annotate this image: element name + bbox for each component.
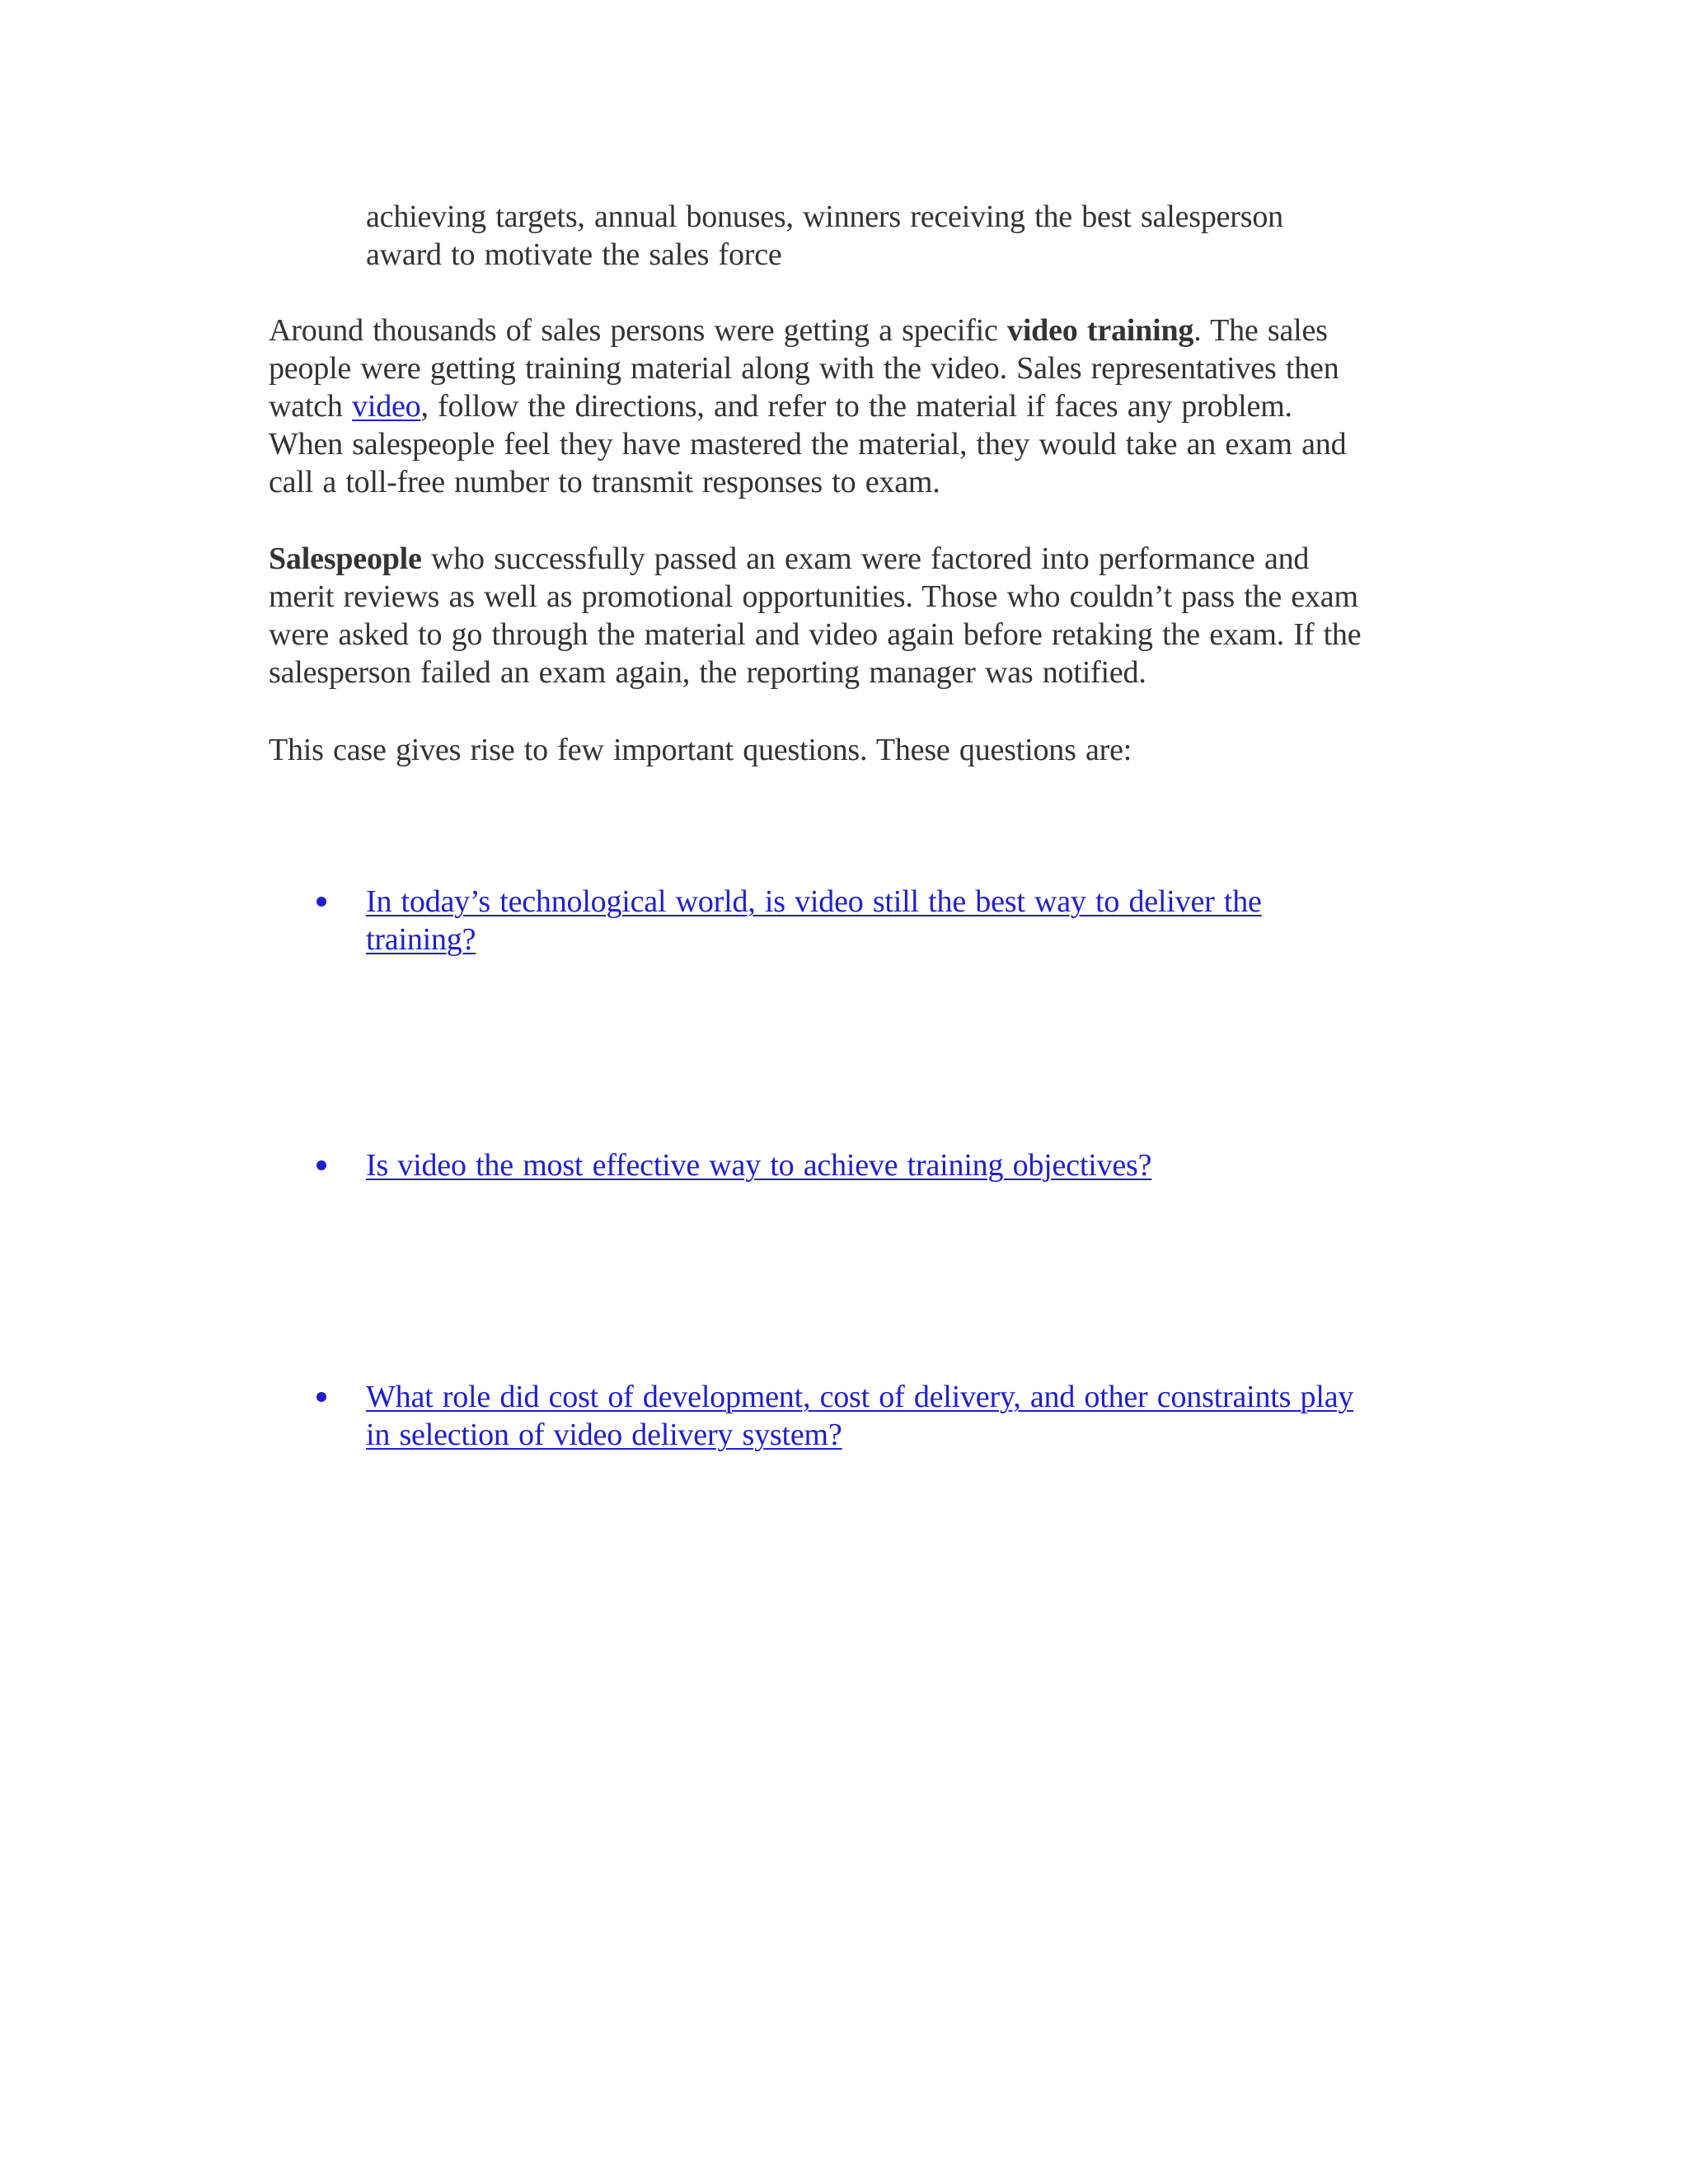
paragraph-1-line-1 bbox=[269, 312, 1346, 349]
paragraph-1-line-1-prefix: Around thousands of sales persons were getting a specific bbox=[269, 313, 1008, 348]
paragraph-questions-intro bbox=[269, 731, 1132, 769]
paragraph-2-line-2: merit reviews as well as promotional opportunities. Those who couldn’t pass the exam bbox=[269, 579, 1358, 614]
question-1-text bbox=[366, 883, 1262, 958]
paragraph-3-line-1: This case gives rise to few important questions. These questions are: bbox=[269, 733, 1132, 767]
bullet-icon bbox=[316, 1160, 326, 1170]
paragraph-2-line-1-suffix: who successfully passed an exam were factored into performance and bbox=[421, 541, 1310, 576]
paragraph-video-training bbox=[269, 312, 1346, 501]
paragraph-1-line-1-suffix: . The sales bbox=[1193, 313, 1328, 348]
paragraph-2-line-1 bbox=[269, 540, 1361, 578]
bullet-icon bbox=[316, 1392, 326, 1402]
bold-video-training: video training bbox=[1007, 313, 1194, 348]
question-2-text bbox=[366, 1146, 1151, 1184]
paragraph-salespeople bbox=[269, 540, 1361, 691]
question-2-link-line-1[interactable]: Is video the most effective way to achieve training objectives? bbox=[366, 1148, 1152, 1183]
paragraph-1-line-3-prefix: watch bbox=[269, 389, 353, 424]
paragraph-1-line-2: people were getting training material along with the video. Sales representatives then bbox=[269, 351, 1339, 386]
paragraph-1-line-5: call a toll-free number to transmit responses to exam. bbox=[269, 465, 940, 499]
paragraph-2-line-3: were asked to go through the material and video again before retaking the exam. If the bbox=[269, 617, 1362, 652]
question-1-link-line-2[interactable]: training? bbox=[366, 922, 476, 957]
question-3-link-line-1[interactable]: What role did cost of development, cost of delivery, and other constraints play bbox=[366, 1380, 1354, 1414]
intro-line-2: award to motivate the sales force bbox=[366, 237, 782, 272]
question-3-text bbox=[366, 1378, 1353, 1454]
intro-continuation-text bbox=[366, 198, 1283, 274]
video-link[interactable]: video bbox=[352, 389, 421, 424]
paragraph-2-line-4: salesperson failed an exam again, the reporting manager was notified. bbox=[269, 655, 1146, 690]
bullet-icon bbox=[316, 897, 326, 907]
question-1-link-line-1[interactable]: In today’s technological world, is video still the best way to deliver the bbox=[366, 884, 1262, 919]
bold-salespeople: Salespeople bbox=[269, 541, 422, 576]
intro-line-1: achieving targets, annual bonuses, winners receiving the best salesperson bbox=[366, 199, 1283, 234]
paragraph-1-line-3-suffix: , follow the directions, and refer to the material if faces any problem. bbox=[420, 389, 1292, 424]
paragraph-1-line-3 bbox=[269, 387, 1346, 425]
paragraph-1-line-4: When salespeople feel they have mastered the material, they would take an exam and bbox=[269, 427, 1347, 462]
question-3-link-line-2[interactable]: in selection of video delivery system? bbox=[366, 1418, 842, 1452]
